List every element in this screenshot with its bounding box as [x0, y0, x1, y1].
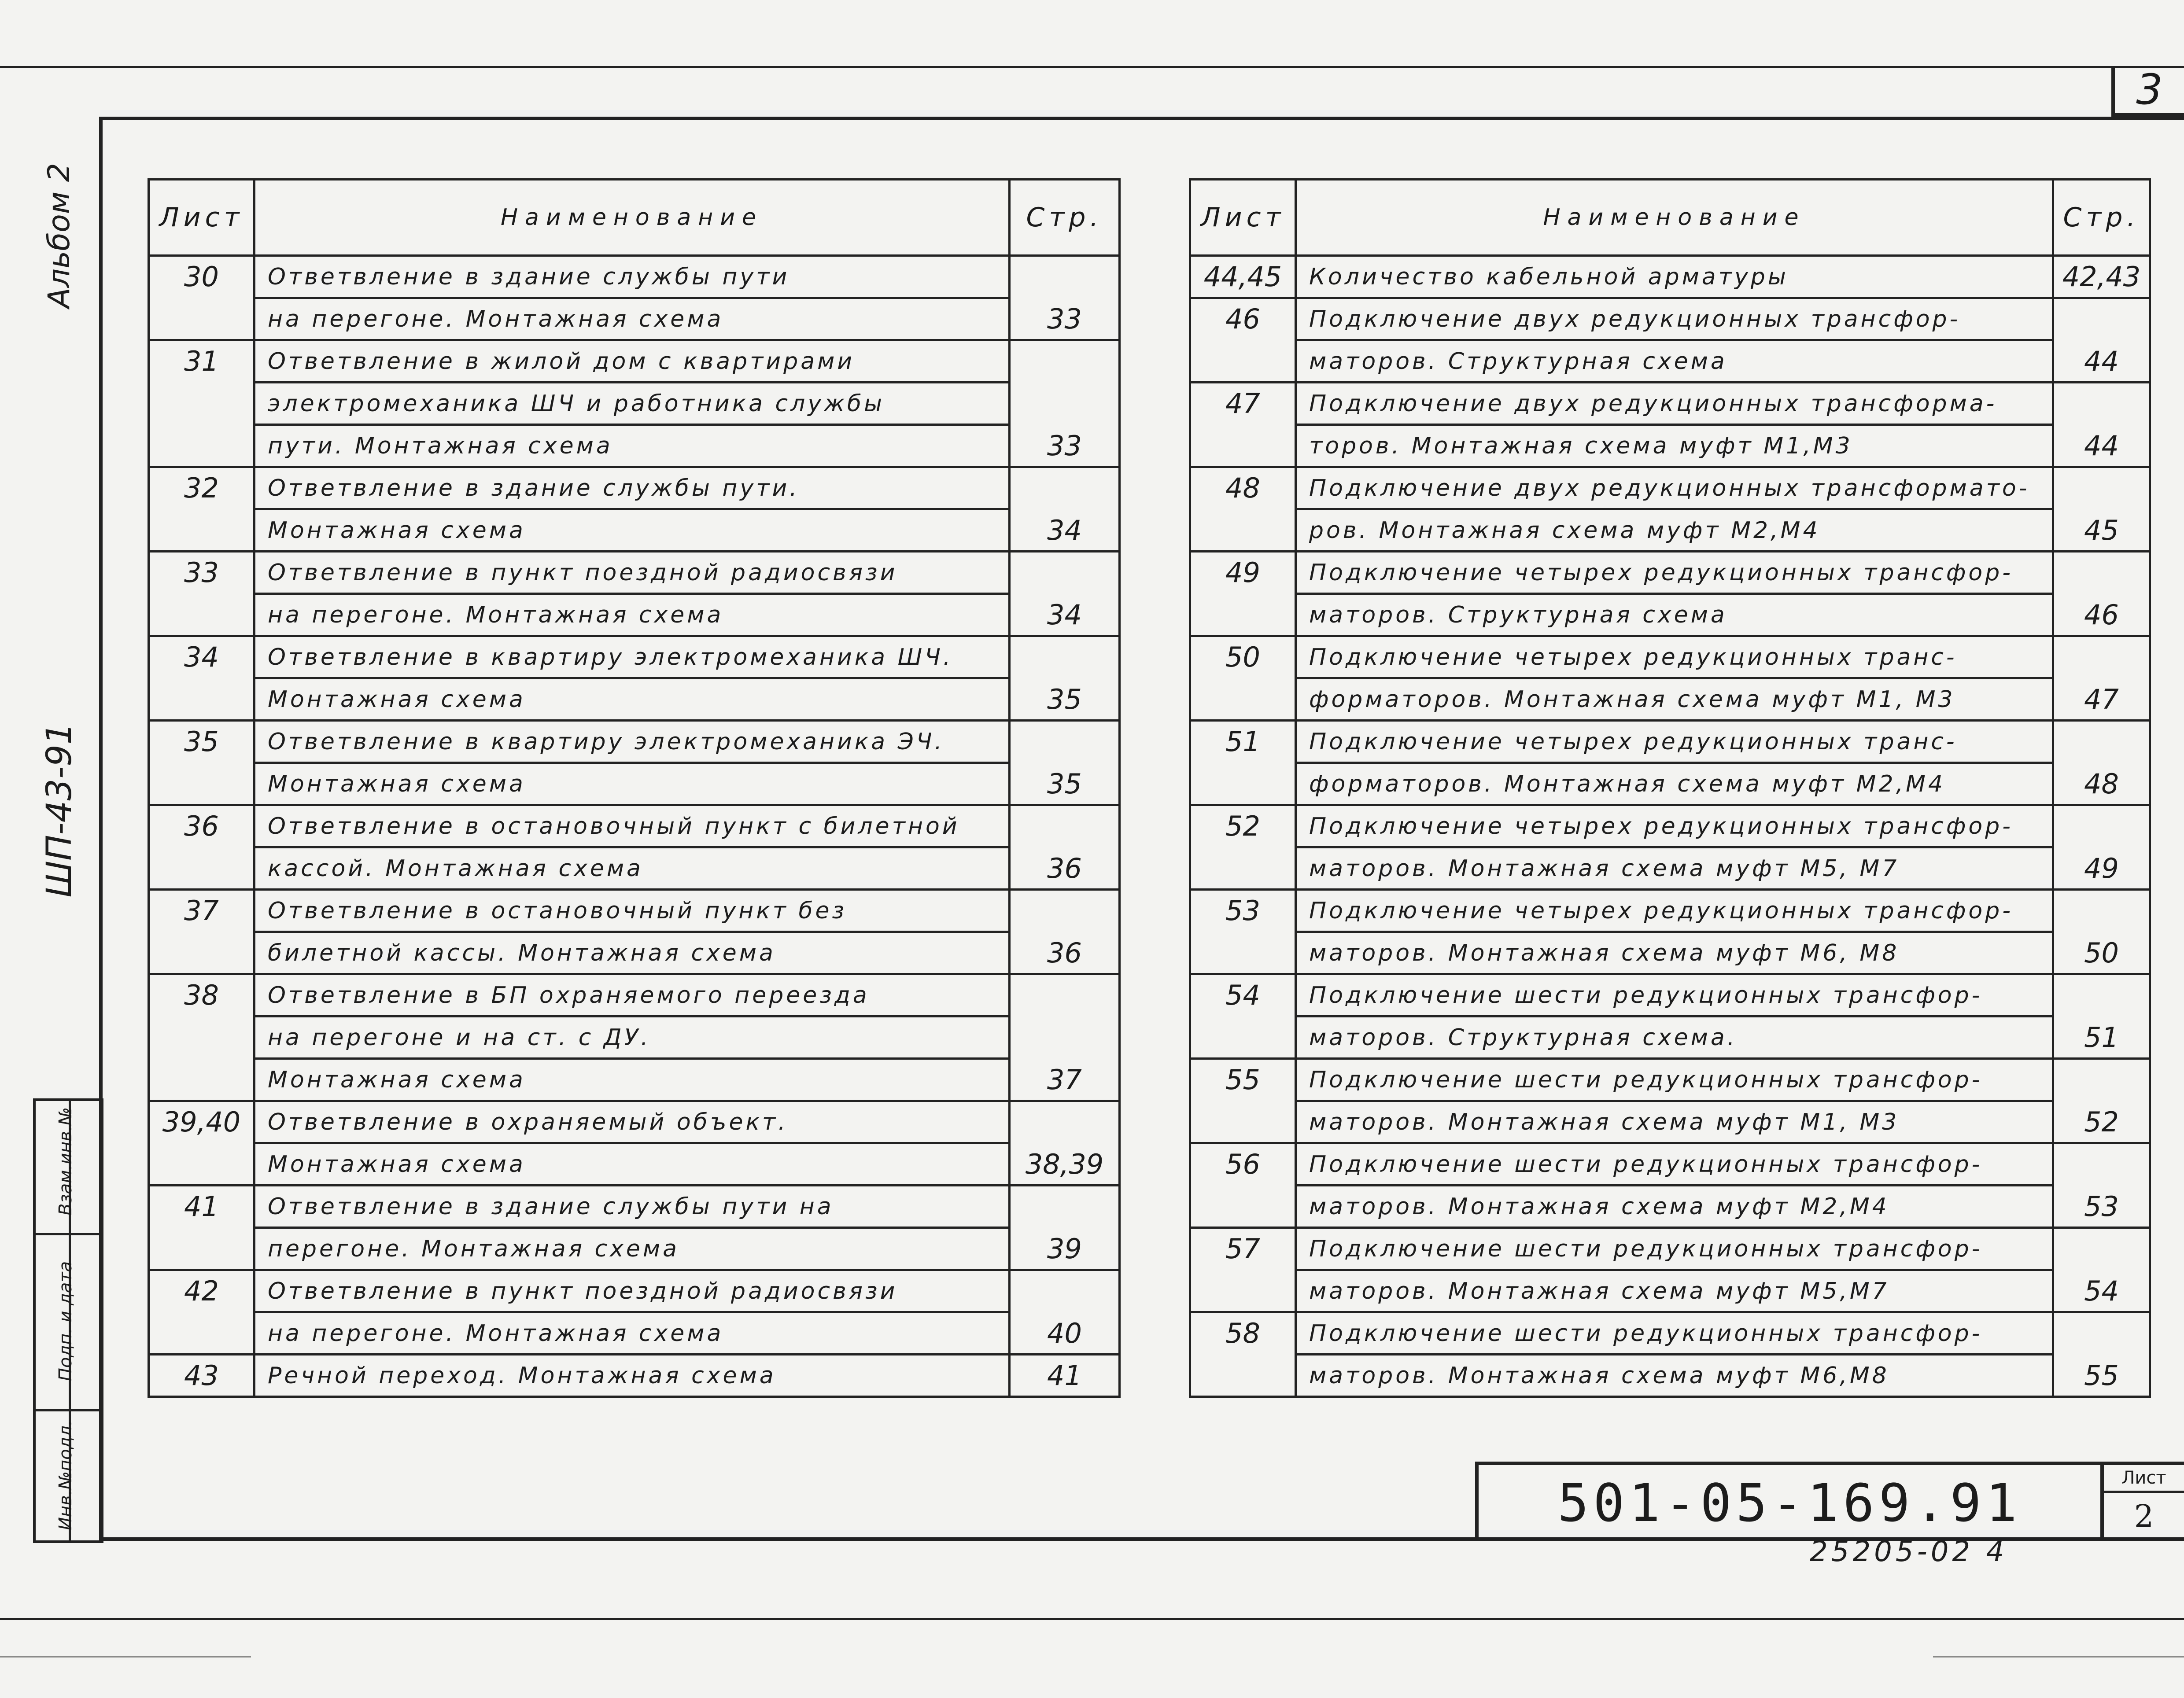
item-name-cell: маторов. Структурная схема	[1296, 340, 2053, 383]
page-number-cell: 44	[2053, 425, 2150, 467]
page-number-cell: 45	[2053, 509, 2150, 552]
sheet-number-cell	[149, 298, 255, 340]
table-row	[149, 1059, 1120, 1101]
column-header-name: Наименование	[255, 180, 1010, 256]
sheet-number-cell: 57	[1190, 1228, 1296, 1270]
page-number-cell	[2053, 805, 2150, 847]
table-row	[149, 1186, 1120, 1228]
page-number-cell	[2053, 721, 2150, 763]
item-name-cell: пути. Монтажная схема	[255, 425, 1010, 467]
sheet-number: 2	[2134, 1498, 2154, 1534]
table-row	[149, 763, 1120, 805]
sheet-number-cell	[149, 1059, 255, 1101]
page-number-cell: 54	[2053, 1270, 2150, 1312]
sheet-number-cell: 32	[149, 467, 255, 509]
stamp-exchange-label: Взам.инв.№	[55, 1107, 76, 1215]
item-name-cell: Количество кабельной арматуры	[1296, 256, 2053, 298]
sheet-number-cell	[149, 1312, 255, 1355]
page-number-cell: 47	[2053, 678, 2150, 721]
page-number-cell: 50	[2053, 932, 2150, 974]
item-name-cell: Подключение шести редукционных трансфор-	[1296, 1059, 2053, 1101]
table-row	[1190, 425, 2150, 467]
table-row	[1190, 805, 2150, 847]
page-number-cell: 38,39	[1010, 1143, 1120, 1186]
table-row	[1190, 552, 2150, 594]
table-row	[1190, 890, 2150, 932]
sheet-number-cell: 47	[1190, 383, 1296, 425]
table-row	[149, 340, 1120, 383]
contents-table-right	[1189, 178, 2151, 1398]
stamp-inventory-label: Инв.№подл.	[55, 1420, 76, 1530]
item-name-cell: Монтажная схема	[255, 509, 1010, 552]
item-name-cell: Ответвление в здание службы пути на	[255, 1186, 1010, 1228]
table-row	[149, 1312, 1120, 1355]
item-name-cell: маторов. Монтажная схема муфт М5,М7	[1296, 1270, 2053, 1312]
table-row	[149, 1270, 1120, 1312]
item-name-cell: форматоров. Монтажная схема муфт М1, М3	[1296, 678, 2053, 721]
item-name-cell: маторов. Монтажная схема муфт М6,М8	[1296, 1355, 2053, 1397]
page-number-cell: 37	[1010, 1059, 1120, 1101]
table-row	[149, 890, 1120, 932]
table-row	[1190, 1101, 2150, 1143]
table-row	[149, 298, 1120, 340]
sheet-number-cell: 43	[149, 1355, 255, 1397]
sheet-number-cell: 39,40	[149, 1101, 255, 1143]
archive-number: 25205-02 4	[1810, 1536, 2008, 1568]
sheet-number-cell	[149, 847, 255, 890]
item-name-cell: маторов. Монтажная схема муфт М1, М3	[1296, 1101, 2053, 1143]
table-row	[1190, 1059, 2150, 1101]
table-row	[149, 594, 1120, 636]
page-number-cell	[1010, 1017, 1120, 1059]
item-name-cell: маторов. Монтажная схема муфт М6, М8	[1296, 932, 2053, 974]
page-number-cell	[2053, 1059, 2150, 1101]
page-number-cell	[1010, 340, 1120, 383]
page-number-cell	[1010, 552, 1120, 594]
column-header-page: Стр.	[2053, 180, 2150, 256]
column-header-page: Стр.	[1010, 180, 1120, 256]
page-number-cell: 48	[2053, 763, 2150, 805]
table-row	[1190, 594, 2150, 636]
item-name-cell: Подключение четырех редукционных трансфор-	[1296, 890, 2053, 932]
sheet-number-cell	[149, 594, 255, 636]
table-row	[1190, 721, 2150, 763]
table-row	[149, 1101, 1120, 1143]
table-row	[1190, 1312, 2150, 1355]
page-number-cell	[1010, 1186, 1120, 1228]
item-name-cell: Ответвление в остановочный пункт без	[255, 890, 1010, 932]
bottom-border-line	[0, 1618, 2184, 1620]
sheet-number-cell	[149, 678, 255, 721]
sheet-number-cell	[149, 763, 255, 805]
column-header-sheet: Лист	[149, 180, 255, 256]
page-number-cell	[2053, 1228, 2150, 1270]
item-name-cell: торов. Монтажная схема муфт М1,М3	[1296, 425, 2053, 467]
item-name-cell: Ответвление в охраняемый объект.	[255, 1101, 1010, 1143]
item-name-cell: Монтажная схема	[255, 1143, 1010, 1186]
page-number-cell	[2053, 298, 2150, 340]
page-number-cell	[2053, 383, 2150, 425]
page-number-cell	[2053, 1312, 2150, 1355]
item-name-cell: форматоров. Монтажная схема муфт М2,М4	[1296, 763, 2053, 805]
sheet-number-cell	[1190, 509, 1296, 552]
item-name-cell: Ответвление в жилой дом с квартирами	[255, 340, 1010, 383]
table-row	[1190, 1143, 2150, 1186]
item-name-cell: Ответвление в квартиру электромеханика ЭЧ.	[255, 721, 1010, 763]
page-number-cell	[1010, 974, 1120, 1017]
item-name-cell: Ответвление в квартиру электромеханика ШЧ.	[255, 636, 1010, 678]
item-name-cell: Ответвление в здание службы пути	[255, 256, 1010, 298]
sheet-number-cell: 58	[1190, 1312, 1296, 1355]
page-number-cell	[2053, 467, 2150, 509]
page-number-cell: 35	[1010, 763, 1120, 805]
table-row	[149, 678, 1120, 721]
item-name-cell: на перегоне и на ст. с ДУ.	[255, 1017, 1010, 1059]
table-row	[1190, 847, 2150, 890]
album-label: Альбом 2	[42, 163, 77, 308]
sheet-number-cell: 55	[1190, 1059, 1296, 1101]
table-row	[149, 1143, 1120, 1186]
item-name-cell: Подключение четырех редукционных транс-	[1296, 721, 2053, 763]
table-row	[1190, 974, 2150, 1017]
item-name-cell: Подключение двух редукционных трансформато-	[1296, 467, 2053, 509]
item-name-cell: Монтажная схема	[255, 678, 1010, 721]
item-name-cell: Речной переход. Монтажная схема	[255, 1355, 1010, 1397]
sheet-number-cell	[1190, 678, 1296, 721]
table-row	[149, 509, 1120, 552]
series-label: ШП-43-91	[40, 722, 79, 898]
sheet-number-cell: 44,45	[1190, 256, 1296, 298]
table-row	[149, 1355, 1120, 1397]
page-number-cell: 53	[2053, 1186, 2150, 1228]
page-number-cell: 44	[2053, 340, 2150, 383]
sheet-number-cell: 37	[149, 890, 255, 932]
sheet-number-cell	[149, 383, 255, 425]
item-name-cell: маторов. Структурная схема	[1296, 594, 2053, 636]
page-number-cell: 33	[1010, 425, 1120, 467]
page-number-cell: 40	[1010, 1312, 1120, 1355]
sheet-number-cell: 33	[149, 552, 255, 594]
sheet-number-cell	[1190, 932, 1296, 974]
column-header-name: Наименование	[1296, 180, 2053, 256]
page-number-cell	[2053, 1143, 2150, 1186]
item-name-cell: Монтажная схема	[255, 1059, 1010, 1101]
item-name-cell: Ответвление в пункт поездной радиосвязи	[255, 552, 1010, 594]
table-row	[149, 383, 1120, 425]
table-row	[1190, 1270, 2150, 1312]
table-header-row	[1190, 180, 2150, 256]
item-name-cell: Подключение шести редукционных трансфор-	[1296, 974, 2053, 1017]
sheet-number-cell: 53	[1190, 890, 1296, 932]
table-row	[1190, 678, 2150, 721]
item-name-cell: Ответвление в здание службы пути.	[255, 467, 1010, 509]
sheet-number-cell	[149, 1017, 255, 1059]
item-name-cell: маторов. Структурная схема.	[1296, 1017, 2053, 1059]
table-row	[149, 974, 1120, 1017]
sheet-number-cell	[149, 932, 255, 974]
approval-stamp	[33, 1098, 103, 1543]
item-name-cell: ров. Монтажная схема муфт М2,М4	[1296, 509, 2053, 552]
sheet-number-cell	[149, 509, 255, 552]
page-number-cell: 36	[1010, 847, 1120, 890]
sheet-number-cell: 42	[149, 1270, 255, 1312]
sheet-number-cell: 56	[1190, 1143, 1296, 1186]
page-number-cell	[2053, 890, 2150, 932]
sheet-number-cell: 46	[1190, 298, 1296, 340]
table-row	[1190, 509, 2150, 552]
table-row	[1190, 763, 2150, 805]
page-number-cell: 34	[1010, 509, 1120, 552]
bottom-trim-line-left	[0, 1656, 251, 1657]
sheet-label: Лист	[2104, 1465, 2184, 1493]
page-number-cell	[1010, 721, 1120, 763]
page-number-cell: 34	[1010, 594, 1120, 636]
sheet-number-cell: 54	[1190, 974, 1296, 1017]
item-name-cell: Подключение шести редукционных трансфор-	[1296, 1312, 2053, 1355]
item-name-cell: перегоне. Монтажная схема	[255, 1228, 1010, 1270]
table-row	[1190, 1355, 2150, 1397]
table-row	[149, 552, 1120, 594]
table-row	[149, 721, 1120, 763]
sheet-number-cell	[1190, 1186, 1296, 1228]
table-row	[1190, 1017, 2150, 1059]
table-row	[149, 1017, 1120, 1059]
sheet-number-cell	[1190, 594, 1296, 636]
table-header-row	[149, 180, 1120, 256]
item-name-cell: Ответвление в пункт поездной радиосвязи	[255, 1270, 1010, 1312]
sheet-number-cell: 38	[149, 974, 255, 1017]
page-number-cell: 41	[1010, 1355, 1120, 1397]
page-number-cell: 36	[1010, 932, 1120, 974]
page-number-cell	[1010, 256, 1120, 298]
item-name-cell: Ответвление в БП охраняемого переезда	[255, 974, 1010, 1017]
page-number-cell	[1010, 1270, 1120, 1312]
table-row	[149, 847, 1120, 890]
contents-table-left	[148, 178, 1121, 1398]
page-number-cell	[1010, 636, 1120, 678]
page-number-cell: 52	[2053, 1101, 2150, 1143]
page-number-cell	[1010, 890, 1120, 932]
top-border-line	[0, 66, 2184, 68]
page-number-cell: 42,43	[2053, 256, 2150, 298]
page-number-cell: 46	[2053, 594, 2150, 636]
item-name-cell: на перегоне. Монтажная схема	[255, 298, 1010, 340]
page-number-cell	[1010, 383, 1120, 425]
table-row	[1190, 298, 2150, 340]
table-row	[149, 805, 1120, 847]
stamp-row-divider	[36, 1409, 101, 1411]
sheet-number-cell	[1190, 847, 1296, 890]
table-row	[1190, 1228, 2150, 1270]
item-name-cell: Подключение двух редукционных трансфор-	[1296, 298, 2053, 340]
page-number-cell	[1010, 467, 1120, 509]
item-name-cell: Подключение четырех редукционных транс-	[1296, 636, 2053, 678]
table-row	[149, 932, 1120, 974]
page-number-cell	[2053, 974, 2150, 1017]
sheet-number-cell	[1190, 340, 1296, 383]
sheet-block	[2100, 1462, 2184, 1541]
sheet-number-cell: 41	[149, 1186, 255, 1228]
item-name-cell: Подключение шести редукционных трансфор-	[1296, 1228, 2053, 1270]
table-row	[1190, 636, 2150, 678]
title-block	[1475, 1462, 2100, 1541]
page-number-cell: 33	[1010, 298, 1120, 340]
item-name-cell: Подключение четырех редукционных трансфор-	[1296, 552, 2053, 594]
sheet-number-cell: 30	[149, 256, 255, 298]
table-row	[1190, 383, 2150, 425]
page-number-cell	[2053, 552, 2150, 594]
page-number-cell: 55	[2053, 1355, 2150, 1397]
item-name-cell: Подключение двух редукционных трансформа-	[1296, 383, 2053, 425]
sheet-number-cell: 52	[1190, 805, 1296, 847]
table-row	[1190, 256, 2150, 298]
sheet-number-cell: 34	[149, 636, 255, 678]
table-row	[149, 636, 1120, 678]
item-name-cell: на перегоне. Монтажная схема	[255, 594, 1010, 636]
page-number-cell: 35	[1010, 678, 1120, 721]
table-row	[149, 425, 1120, 467]
item-name-cell: маторов. Монтажная схема муфт М2,М4	[1296, 1186, 2053, 1228]
sheet-number-cell	[149, 1228, 255, 1270]
item-name-cell: Монтажная схема	[255, 763, 1010, 805]
item-name-cell: Подключение четырех редукционных трансфор-	[1296, 805, 2053, 847]
item-name-cell: электромеханика ШЧ и работника службы	[255, 383, 1010, 425]
page-number-cell	[1010, 805, 1120, 847]
page-number-cell: 49	[2053, 847, 2150, 890]
item-name-cell: билетной кассы. Монтажная схема	[255, 932, 1010, 974]
document-code: 501-05-169.91	[1557, 1473, 2022, 1533]
sheet-number-cell	[1190, 1355, 1296, 1397]
sheet-number-cell	[1190, 1270, 1296, 1312]
sheet-number-cell: 48	[1190, 467, 1296, 509]
item-name-cell: маторов. Монтажная схема муфт М5, М7	[1296, 847, 2053, 890]
sheet-number-cell: 31	[149, 340, 255, 383]
table-row	[1190, 340, 2150, 383]
sheet-number-cell	[1190, 1101, 1296, 1143]
table-row	[149, 1228, 1120, 1270]
sheet-number-cell	[1190, 1017, 1296, 1059]
item-name-cell: Ответвление в остановочный пункт с билетной	[255, 805, 1010, 847]
sheet-number-cell: 36	[149, 805, 255, 847]
sheet-number-cell: 49	[1190, 552, 1296, 594]
stamp-sign-date-label: Подп. и дата	[55, 1261, 76, 1381]
item-name-cell: кассой. Монтажная схема	[255, 847, 1010, 890]
sheet-number-cell	[149, 1143, 255, 1186]
item-name-cell: Подключение шести редукционных трансфор-	[1296, 1143, 2053, 1186]
table-row	[149, 467, 1120, 509]
page-number-cell	[2053, 636, 2150, 678]
sheet-number-cell	[1190, 425, 1296, 467]
sheet-number-cell: 35	[149, 721, 255, 763]
sheet-number-cell	[1190, 763, 1296, 805]
item-name-cell: на перегоне. Монтажная схема	[255, 1312, 1010, 1355]
table-row	[1190, 932, 2150, 974]
page-number-cell	[1010, 1101, 1120, 1143]
sheet-number-cell	[149, 425, 255, 467]
page-number-cell: 39	[1010, 1228, 1120, 1270]
bottom-trim-line-right	[1933, 1656, 2184, 1657]
table-row	[1190, 467, 2150, 509]
sheet-number-cell: 50	[1190, 636, 1296, 678]
stamp-row-divider	[36, 1233, 101, 1235]
table-row	[149, 256, 1120, 298]
page-number-cell: 51	[2053, 1017, 2150, 1059]
sheet-number-cell: 51	[1190, 721, 1296, 763]
column-header-sheet: Лист	[1190, 180, 1296, 256]
table-row	[1190, 1186, 2150, 1228]
page-number: 3	[2111, 66, 2184, 117]
